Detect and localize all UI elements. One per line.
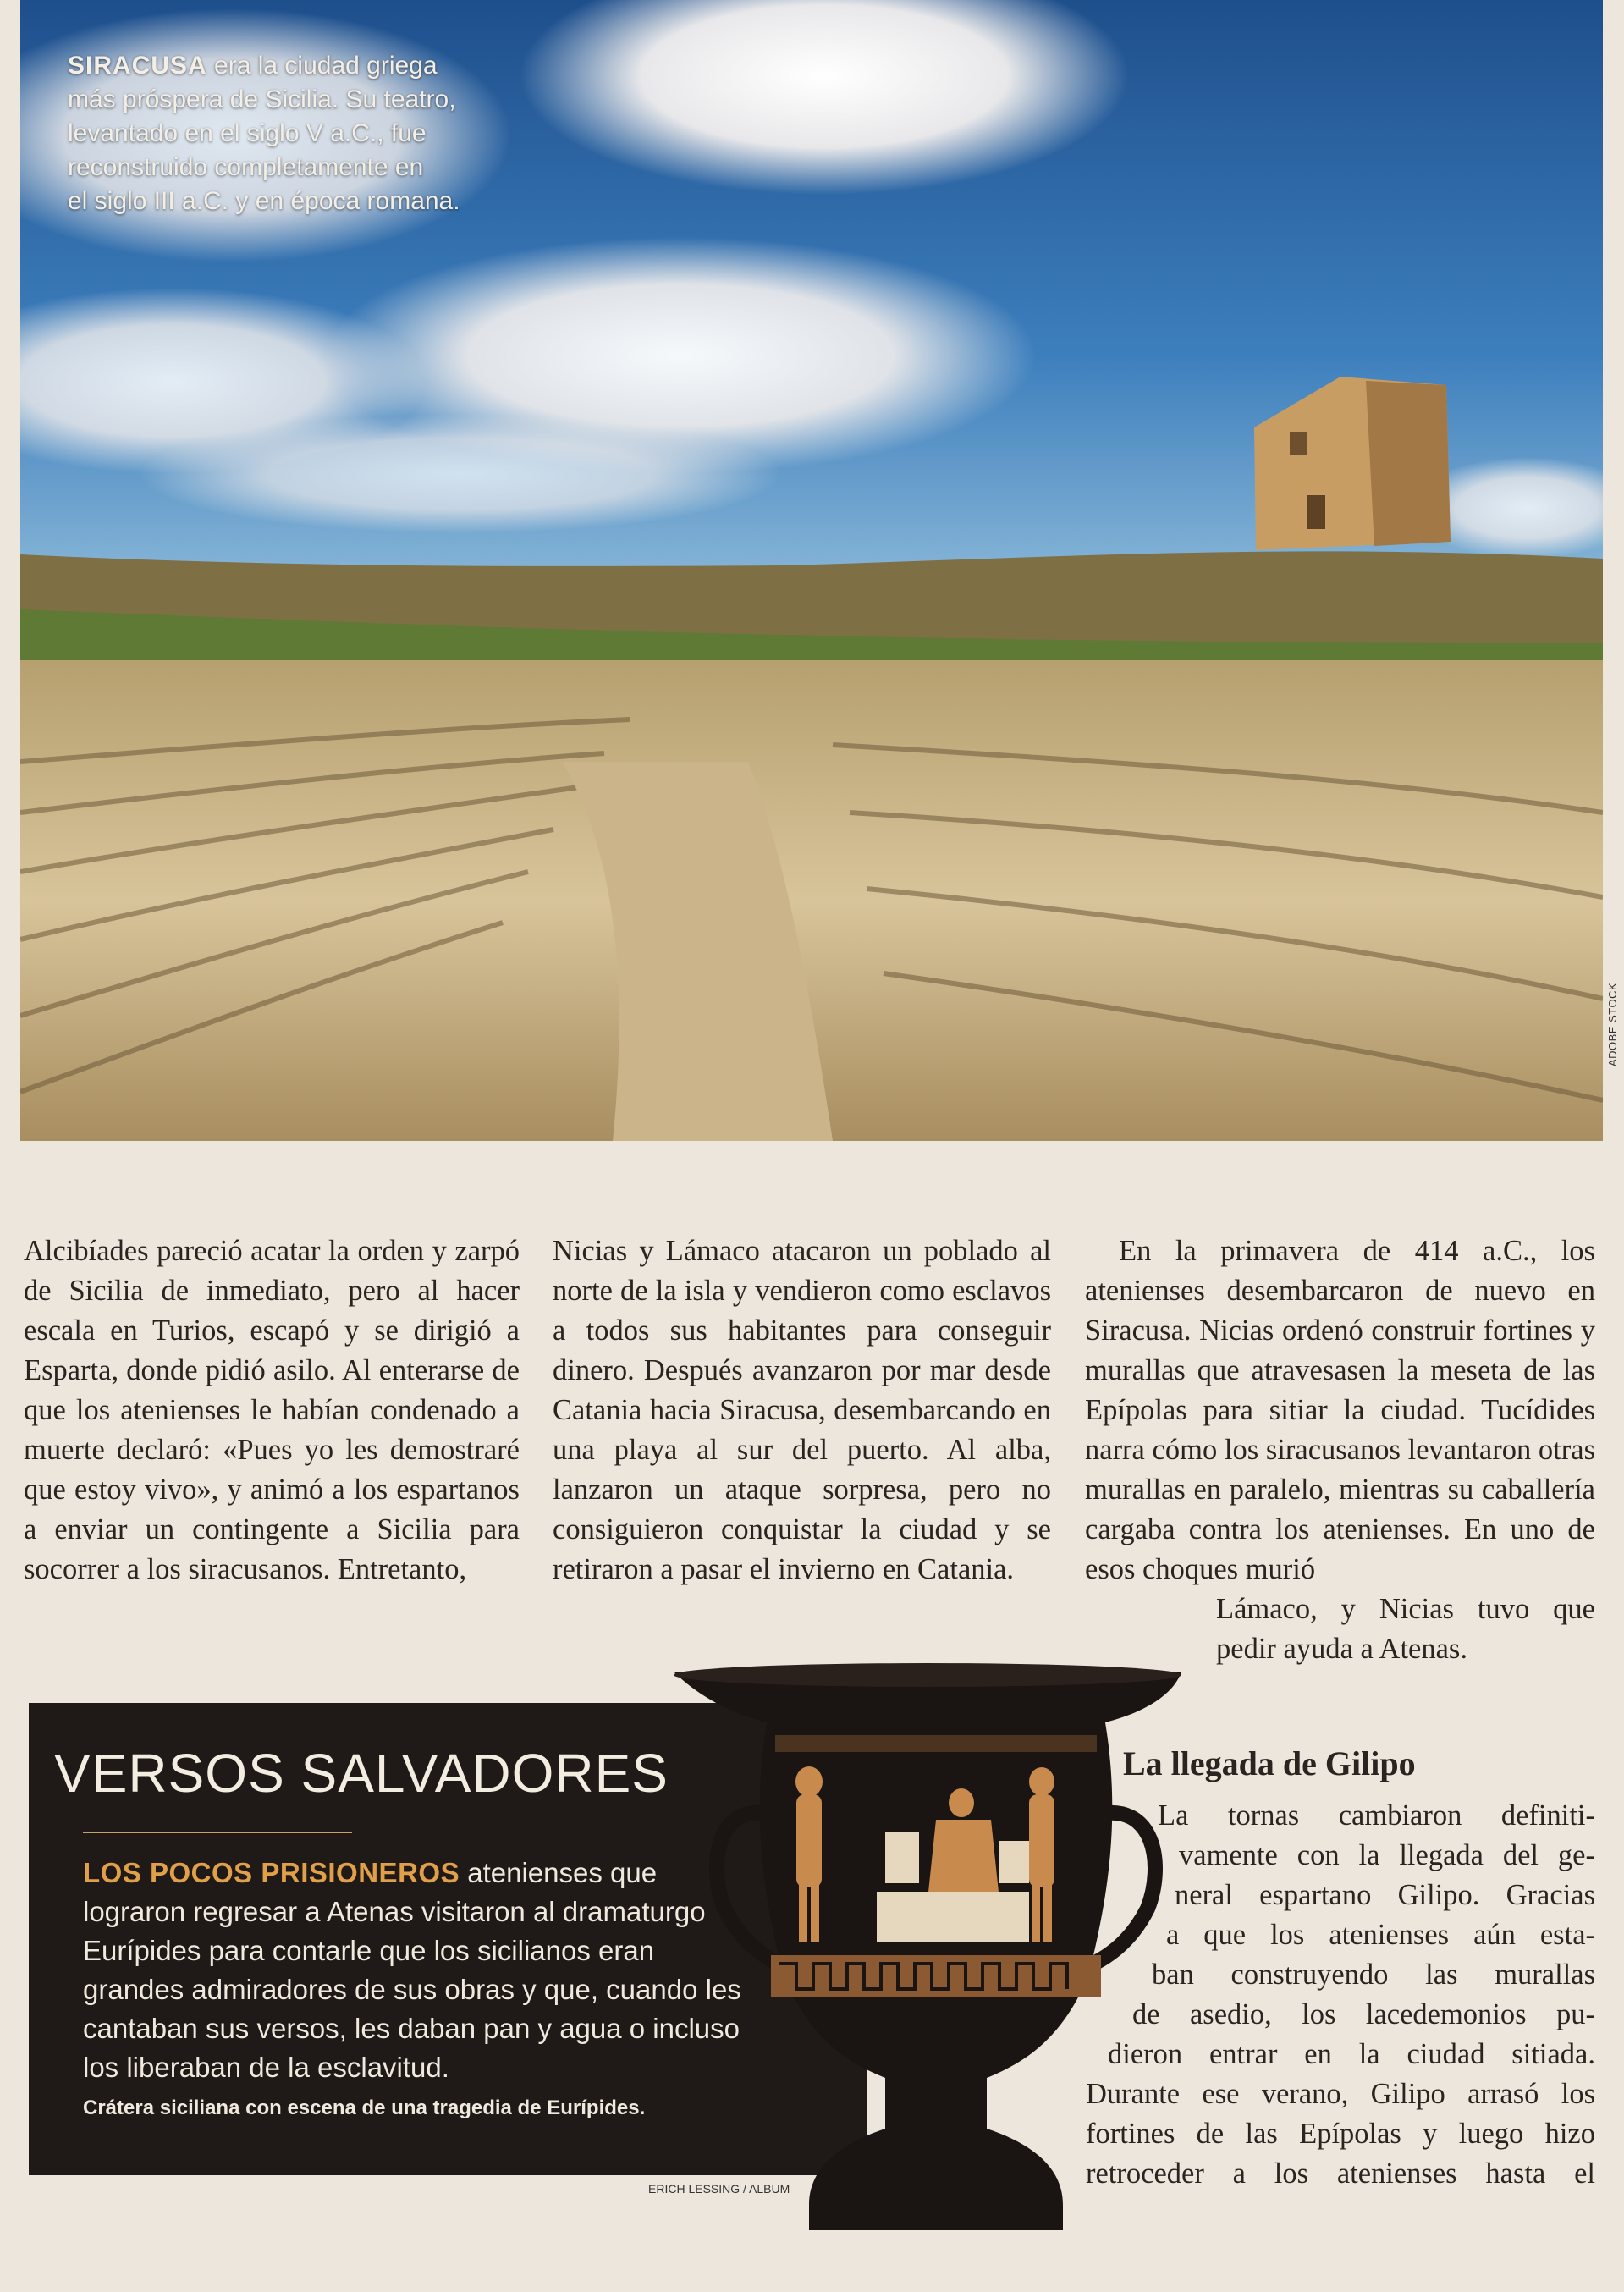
sidebar-body: atenienses que lograron regresar a Atenas visitaron al dramaturgo Eurípides para contarle que los sicilianos eran grandes admiradores de sus obras y que, cuando les cantaban sus versos, les daban pan y agua o incluso los liberaban de la esclavitud. (83, 1857, 741, 2083)
krater-illustration (665, 1655, 1190, 2239)
photo-caption (68, 49, 542, 218)
text-line: ban construyendo las murallas (1152, 1959, 1595, 1991)
photo-caption-lead: SIRACUSA (68, 52, 207, 80)
photo-caption-line: más próspera de Sicilia. Su teatro, (68, 85, 456, 113)
body-paragraph: En la primavera de 414 a.C., los atenienses desembarcaron de nuevo en Siracusa. Nicias ordenó construir fortines y murallas que atravesasen la meseta de las Epípolas para sitiar la ciudad. Tucídides narra cómo los siracusanos levantaron otras murallas en paralelo, mientras su caballería cargaba contra los atenienses. En uno de esos choques murió (1085, 1235, 1595, 1585)
body-column-2: Nicias y Lámaco atacaron un poblado al norte de la isla y vendieron como esclavos a todos sus habitantes para conseguir dinero. Después avanzaron por mar desde Catania hacia Siracusa, desembarcando en una playa al sur del puerto. Al alba, lanzaron un ataque sorpresa, pero no consiguieron conquistar la ciudad y se retiraron a pasar el invierno en Catania. (553, 1235, 1051, 1585)
photo-credit: ADOBE STOCK (1606, 982, 1619, 1066)
vase-credit: ERICH LESSING / ALBUM (648, 2182, 790, 2196)
sidebar-lead: LOS POCOS PRISIONEROS (83, 1857, 460, 1888)
text-line: fortines de las Epípolas y luego hizo (1086, 2118, 1595, 2150)
text-line: a que los atenienses aún esta- (1166, 1919, 1595, 1951)
krater-vase-image (665, 1655, 1190, 2239)
sidebar-title: VERSOS SALVADORES (54, 1743, 669, 1804)
photo-caption-line: levantado en el siglo V a.C., fue (68, 119, 427, 147)
text-line: retroceder a los atenienses hasta el (1086, 2157, 1595, 2190)
photo-caption-line: el siglo III a.C. y en época romana. (68, 187, 460, 215)
sidebar-text (83, 1854, 760, 2087)
photo-caption-line: reconstruido completamente en (68, 153, 424, 181)
section-subheading: La llegada de Gilipo (1123, 1744, 1416, 1782)
text-line: vamente con la llegada del ge- (1179, 1839, 1595, 1871)
vase-caption: Crátera siciliana con escena de una tragedia de Eurípides. (83, 2096, 646, 2119)
text-line: Durante ese verano, Gilipo arrasó los (1086, 2078, 1595, 2110)
body-column-3 (1085, 1231, 1595, 1669)
title-divider (83, 1832, 352, 1833)
text-line: dieron entrar en la ciudad sitiada. (1108, 2038, 1595, 2070)
text-line: neral espartano Gilipo. Gracias (1175, 1879, 1595, 1911)
photo-caption-line: era la ciudad griega (214, 52, 438, 80)
text-line: de asedio, los lacedemonios pu- (1132, 1998, 1595, 2030)
body-column-1: Alcibíades pareció acatar la orden y zarpó de Sicilia de inmediato, pero al hacer escala en Turios, escapó y se dirigió a Esparta, donde pidió asilo. Al enterarse de que los atenienses le habían condenado a muerte declaró: «Pues yo les demostraré que estoy vivo», y animó a los espartanos a enviar un contingente a Sicilia para socorrer a los siracusanos. Entretanto, (24, 1235, 520, 1585)
body-paragraph: Lámaco, y Nicias tuvo que pedir ayuda a Atenas. (1216, 1593, 1595, 1665)
text-line: La tornas cambiaron definiti- (1158, 1799, 1595, 1832)
